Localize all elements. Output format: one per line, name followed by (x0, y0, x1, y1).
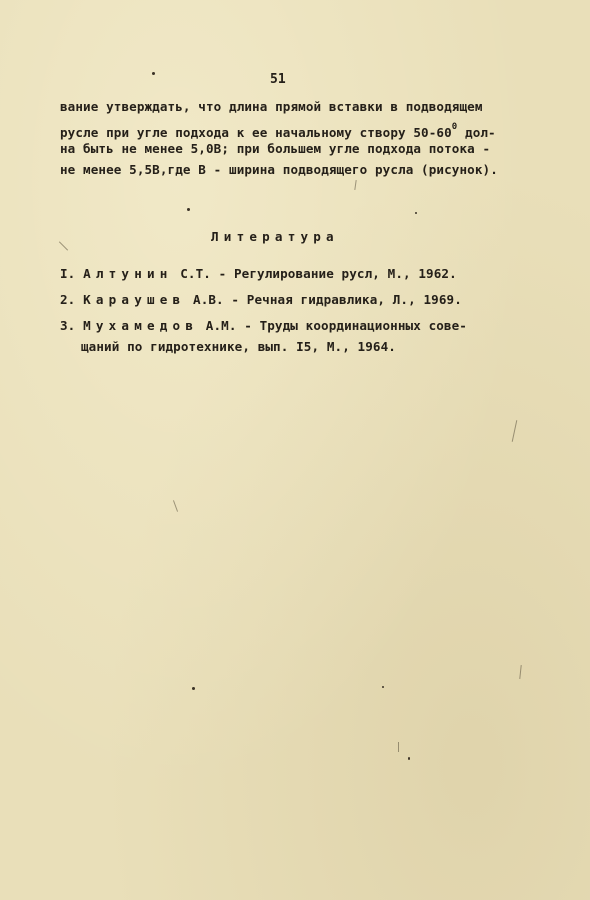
paper-speck (152, 72, 155, 75)
reference-2 (60, 292, 462, 308)
reference-2-rest: А.В. - Речная гидравлика, Л., 1969. (185, 292, 462, 307)
paper-speck (415, 212, 417, 214)
paper-scratch (519, 665, 521, 679)
paper-speck (382, 686, 384, 688)
reference-3 (60, 318, 467, 334)
reference-3-rest: А.М. - Труды координационных сове- (198, 318, 467, 333)
reference-2-author: Караушев (83, 292, 186, 307)
paper-speck (192, 687, 195, 690)
paragraph-line-2-text: русле при угле подхода к ее начальному створу 50-60 (60, 125, 452, 141)
reference-1-number: I. (60, 266, 76, 281)
reference-1 (60, 266, 457, 282)
paragraph-line-3: на быть не менее 5,0В; при большем угле подхода потока - (60, 141, 491, 156)
paragraph-line-2 (60, 122, 496, 141)
paper-scratch (59, 241, 68, 250)
reference-3-author: Мухамедов (83, 318, 199, 333)
paper-speck (408, 757, 410, 760)
paragraph-line-2-tail: дол- (457, 125, 496, 141)
paper-scratch (398, 742, 399, 752)
paragraph-line-1: вание утверждать, что длина прямой вставки в подводящем (60, 99, 483, 114)
paragraph-line-4: не менее 5,5В,где В - ширина подводящего русла (рисунок). (60, 162, 498, 177)
reference-1-rest: С.Т. - Регулирование русл, М., 1962. (172, 266, 457, 281)
reference-1-author: Алтунин (83, 266, 173, 281)
reference-3-number: 3. (60, 318, 76, 333)
section-heading: Литература (211, 229, 339, 244)
page-number: 51 (270, 72, 286, 87)
reference-3-continuation: щаний по гидротехнике, вып. I5, М., 1964. (81, 339, 396, 354)
paper-scratch (354, 180, 356, 190)
paper-scratch (512, 420, 518, 442)
reference-2-number: 2. (60, 292, 76, 307)
degree-superscript: 0 (451, 122, 458, 132)
paper-scratch (173, 500, 178, 512)
paper-speck (187, 208, 190, 211)
